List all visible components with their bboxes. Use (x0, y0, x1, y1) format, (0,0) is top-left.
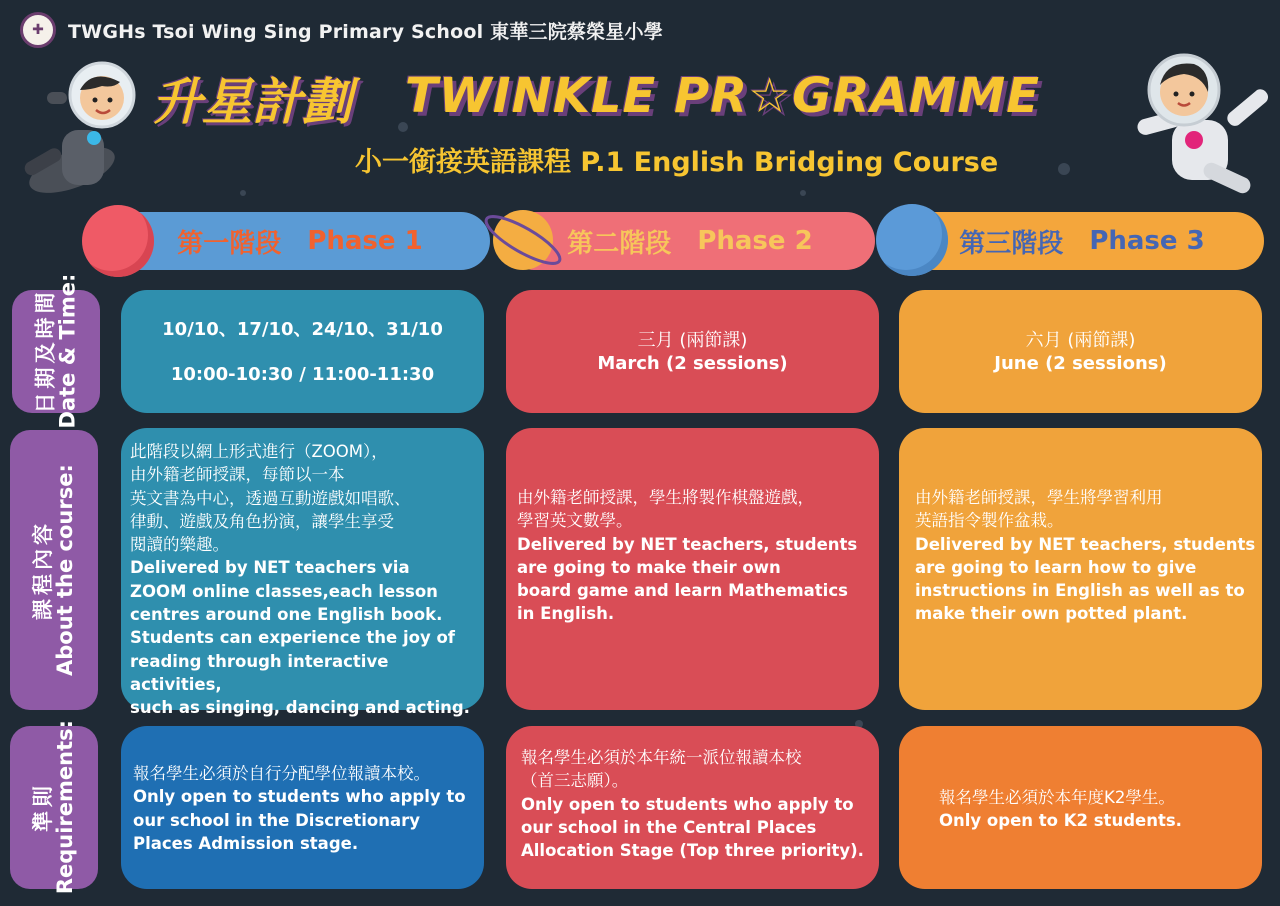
phase-1-req-box (121, 726, 484, 889)
about-course-label: 課程內容 About the course: (10, 430, 98, 710)
phase-3-about-box (899, 428, 1262, 710)
programme-title-cn: 升星計劃 (152, 72, 352, 131)
phase-2-cn: 第二階段 (567, 228, 672, 259)
phase-2-date-cn: 三月 (兩節課) (637, 329, 748, 351)
phase-3-req-box (899, 726, 1262, 889)
phase-2-about-box (506, 428, 879, 710)
phase-3-date-box (899, 290, 1262, 413)
programme-title-en: TWINKLE PR☆GRAMME (405, 68, 1040, 124)
date-time-label: 日期及時間 Date & Time: (12, 290, 100, 413)
course-subtitle: 小一銜接英語課程 P.1 English Bridging Course (355, 147, 999, 178)
red-planet-icon (82, 205, 154, 277)
phase-1-date-box (121, 290, 484, 413)
phase-2-about-text: 由外籍老師授課，學生將製作棋盤遊戲， 學習英文數學。 Delivered by NET teachers, students are going to make their own board game and learn Mathematics in English. (517, 488, 858, 624)
phase-3-date-en: June (2 sessions) (994, 352, 1167, 374)
school-header (20, 10, 663, 50)
phase-2-date-box (506, 290, 879, 413)
phase-1-dates: 10/10、17/10、24/10、31/10 (162, 318, 443, 340)
ringed-planet-icon (478, 195, 568, 285)
phase-3-about-text: 由外籍老師授課，學生將學習利用 英語指令製作盆栽。 Delivered by NET teachers, students are going to learn how to give instructions in English as well as to make their own potted plant. (915, 488, 1256, 624)
blue-planet-icon (876, 204, 948, 276)
phase-1-cn: 第一階段 (177, 228, 282, 259)
phase-2-req-text: 報名學生必須於本年統一派位報讀本校 （首三志願）。 Only open to students who apply to our school in the Central Places Allocation Stage (Top three priority). (521, 748, 864, 861)
phase-3-req-text: 報名學生必須於本年度K2學生。 Only open to K2 students. (939, 788, 1182, 831)
phase-3-header (900, 212, 1264, 270)
school-crest-icon: ✚ (20, 12, 56, 48)
phase-1-times: 10:00-10:30 / 11:00-11:30 (170, 363, 435, 385)
girl-astronaut-icon (1132, 40, 1280, 200)
phase-3-date-cn: 六月 (兩節課) (1025, 329, 1136, 351)
phase-1-about-text: 此階段以網上形式進行（ZOOM）， 由外籍老師授課，每節以一本 英文書為中心，透過互動遊戲如唱歌、 律動、遊戲及角色扮演，讓學生享受 閱讀的樂趣。 Delivered by NET teachers via ZOOM online classes,each lesson centres around one English book. Students can experience the joy of reading through interactive activities, such as singing, dancing and acting. (130, 442, 470, 718)
requirements-label: 準則 Requirements: (10, 726, 98, 889)
boy-astronaut-icon (2, 60, 152, 200)
phase-1-about-box (121, 428, 484, 718)
phase-2-req-box (506, 726, 879, 889)
phase-2-date-en: March (2 sessions) (597, 352, 788, 374)
phase-1-en: Phase 1 (307, 226, 423, 256)
phase-2-en: Phase 2 (697, 226, 813, 256)
phase-1-header (110, 212, 490, 270)
phase-3-cn: 第三階段 (959, 228, 1064, 259)
phase-1-req-text: 報名學生必須於自行分配學位報讀本校。 Only open to students who apply to our school in the Discretionary Places Admission stage. (133, 764, 466, 853)
phase-3-en: Phase 3 (1089, 226, 1205, 256)
school-name: TWGHs Tsoi Wing Sing Primary School 東華三院蔡榮星小學 (68, 20, 663, 43)
